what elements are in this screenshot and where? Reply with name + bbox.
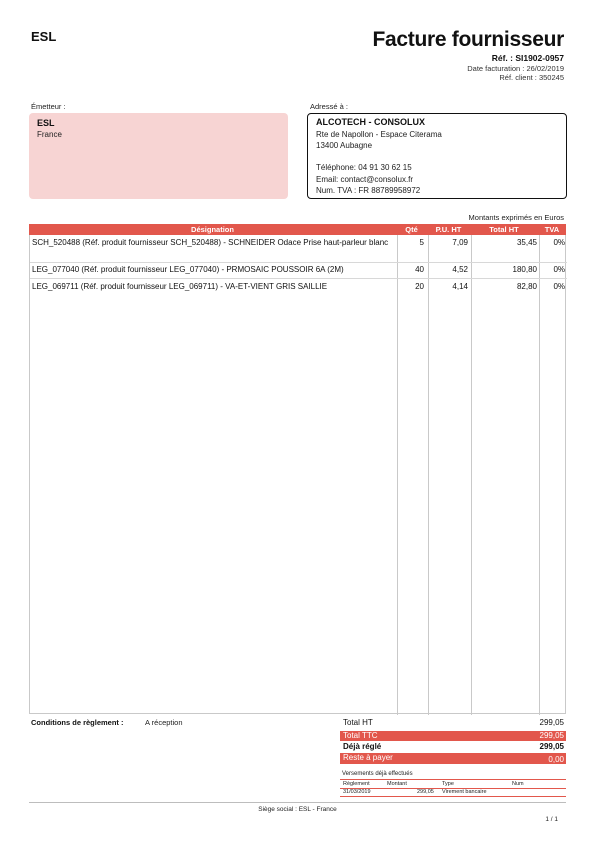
payment-type: Virement bancaire [442,789,487,795]
payments-header-date: Règlement [343,781,370,787]
total-ht-row [340,718,566,728]
table-header [29,224,566,235]
footer-text: Siège social : ESL - France [258,806,337,813]
row-designation: LEG_077040 (Réf. produit fournisseur LEG_077040) - PRMOSAIC POUSSOIR 6A (2M) [32,265,344,274]
sender-name: ESL [37,118,55,128]
row-designation: LEG_069711 (Réf. produit fournisseur LEG_069711) - VA-ET-VIENT GRIS SAILLIE [32,282,328,291]
sender-box [29,113,288,199]
header-vat: TVA [544,225,560,234]
client-ref: Réf. client : 350245 [499,73,564,82]
row-vat: 0% [553,282,565,291]
row-qty: 40 [415,265,424,274]
row-unit-price: 4,52 [452,265,468,274]
company-short-name: ESL [31,29,57,44]
row-qty: 5 [419,238,424,247]
lines-table [29,224,566,714]
recipient-name: ALCOTECH - CONSOLUX [316,117,425,127]
payments-header-type: Type [442,781,454,787]
payment-row [340,788,566,797]
row-vat: 0% [553,265,565,274]
payments-title: Versements déjà effectués [342,771,413,777]
row-total: 180,80 [512,265,537,274]
paid-row [340,742,566,752]
total-ttc-value: 299,05 [539,731,564,740]
remaining-label: Reste à payer [343,753,393,762]
paid-label: Déjà réglé [343,742,382,751]
total-ht-value: 299,05 [539,718,564,727]
header-unit-price: P.U. HT [435,225,462,234]
total-ht-label: Total HT [343,718,373,727]
row-qty: 20 [415,282,424,291]
recipient-label: Adressé à : [310,102,348,111]
row-total: 82,80 [516,282,537,291]
header-total: Total HT [489,225,519,234]
payment-terms-value: A réception [145,718,183,727]
recipient-box [307,113,567,199]
payment-amount: 299,05 [417,789,434,795]
footer-divider [29,802,566,803]
row-unit-price: 4,14 [452,282,468,291]
recipient-address1: Rte de Napollon - Espace Citerama [316,130,442,139]
sender-country: France [37,130,62,139]
payment-date: 31/03/2019 [343,789,371,795]
row-total: 35,45 [516,238,537,247]
payments-header-num: Num [512,781,524,787]
page-number: 1 / 1 [545,816,558,823]
invoice-ref: Réf. : SI1902-0957 [491,53,564,63]
header-designation: Désignation [191,225,234,234]
total-ttc-label: Total TTC [343,731,378,740]
remaining-value: 0,00 [548,755,564,764]
row-designation: SCH_520488 (Réf. produit fournisseur SCH_520488) - SCHNEIDER Odace Prise haut-parleur blanc [32,238,389,247]
document-title: Facture fournisseur [372,28,564,51]
recipient-address2: 13400 Aubagne [316,141,373,150]
remaining-row [340,753,566,764]
header-qty: Qté [405,225,418,234]
payment-terms-label: Conditions de règlement : [31,718,124,727]
invoice-date: Date facturation : 26/02/2019 [467,64,564,73]
recipient-vat: Num. TVA : FR 88789958972 [316,186,421,195]
sender-label: Émetteur : [31,102,66,111]
recipient-email: Email: contact@consolux.fr [316,175,414,184]
paid-value: 299,05 [539,742,564,751]
row-vat: 0% [553,238,565,247]
row-unit-price: 7,09 [452,238,468,247]
total-ttc-row [340,731,566,741]
recipient-phone: Téléphone: 04 91 30 62 15 [316,163,412,172]
payments-header-amount: Montant [387,781,407,787]
currency-note: Montants exprimés en Euros [468,213,564,222]
